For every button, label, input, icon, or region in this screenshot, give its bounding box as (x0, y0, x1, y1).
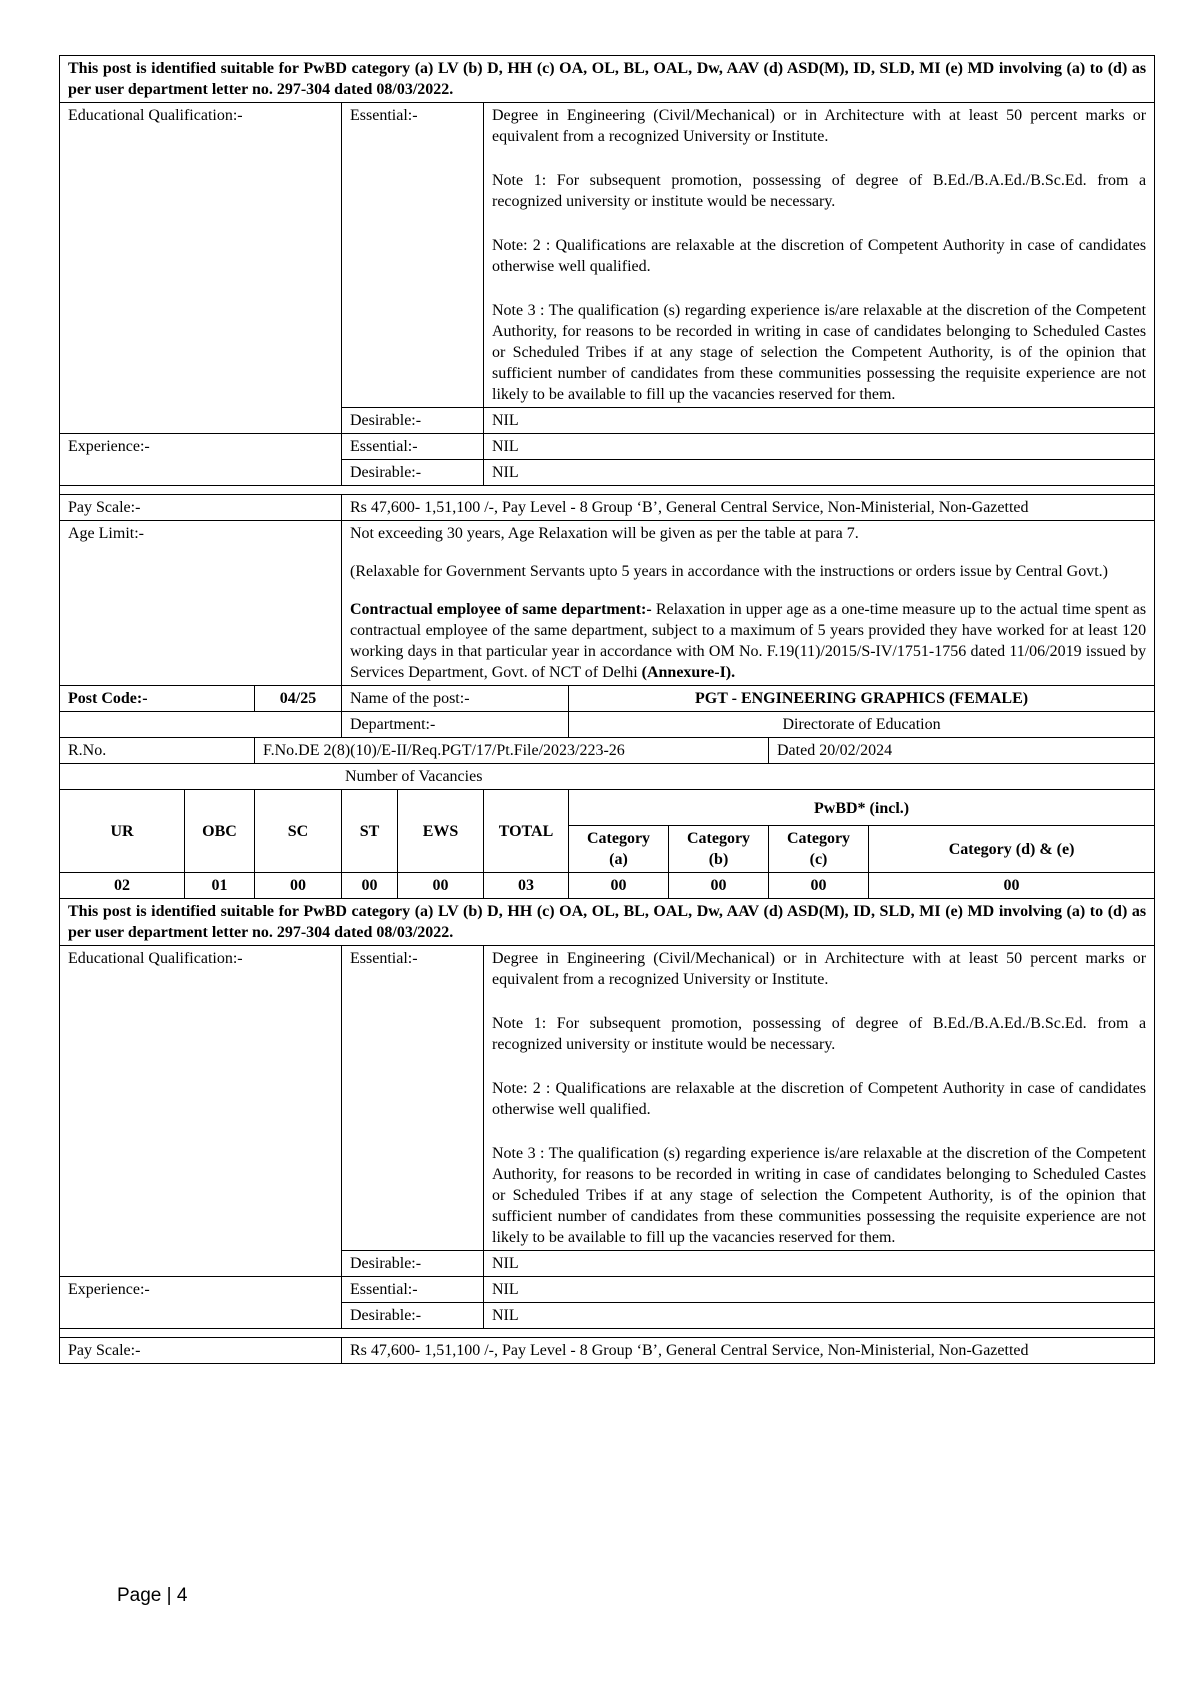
vacancies-header-row-1 (60, 790, 1155, 826)
spacer-row (60, 486, 1155, 495)
age-limit-details (342, 521, 1155, 686)
col-ews: EWS (398, 790, 484, 873)
val-cat-c: 00 (769, 873, 869, 899)
essential-label: Essential:- (342, 434, 484, 460)
val-cat-b: 00 (669, 873, 769, 899)
post-code-row (60, 686, 1155, 712)
rno-dated: Dated 20/02/2024 (769, 738, 1155, 764)
post-name-value: PGT - ENGINEERING GRAPHICS (FEMALE) (569, 686, 1155, 712)
val-st: 00 (342, 873, 398, 899)
col-sc: SC (255, 790, 342, 873)
vacancies-title-row (60, 764, 1155, 790)
qualification-note-2-2: Note: 2 : Qualifications are relaxable at the discretion of Competent Authority in case of candidates otherwise well qualified. (492, 1080, 1147, 1118)
qualification-essential-2: Degree in Engineering (Civil/Mechanical) or in Architecture with at least 50 percent marks or equivalent from a recognized University or Institute. (492, 950, 1147, 988)
age-limit-row (60, 521, 1155, 686)
essential-label: Essential:- (342, 103, 484, 408)
department-row (60, 712, 1155, 738)
qualification-note-2: Note: 2 : Qualifications are relaxable at the discretion of Competent Authority in case of candidates otherwise well qualified. (492, 237, 1147, 275)
pwbd-note-row (60, 56, 1155, 103)
val-cat-de: 00 (869, 873, 1155, 899)
val-ur: 02 (60, 873, 185, 899)
val-sc: 00 (255, 873, 342, 899)
qualification-details-2 (484, 946, 1155, 1251)
spacer-2 (60, 1329, 1155, 1338)
desirable-label-2: Desirable:- (342, 1303, 484, 1329)
col-cat-b: Category (b) (669, 826, 769, 873)
vacancies-values-row (60, 873, 1155, 899)
experience-label-2: Experience:- (60, 1277, 342, 1329)
experience-essential-value: NIL (484, 434, 1155, 460)
recruitment-table (59, 55, 1155, 1364)
pay-scale-label-2: Pay Scale:- (60, 1338, 342, 1364)
post-name-label: Name of the post:- (342, 686, 569, 712)
age-limit-line-2: (Relaxable for Government Servants upto 5 years in accordance with the instructions or orders issue by Central Govt.) (350, 563, 1109, 580)
rno-row (60, 738, 1155, 764)
contractual-heading: Contractual employee of same department:- (350, 601, 652, 618)
essential-label-2: Essential:- (342, 946, 484, 1251)
edu-qual-row (60, 103, 1155, 408)
val-ews: 00 (398, 873, 484, 899)
experience-essential-row (60, 434, 1155, 460)
pay-scale-row-2 (60, 1338, 1155, 1364)
desirable-label: Desirable:- (342, 460, 484, 486)
age-limit-line-1: Not exceeding 30 years, Age Relaxation will be given as per the table at para 7. (350, 525, 859, 542)
qualification-note-1: Note 1: For subsequent promotion, possessing of degree of B.Ed./B.A.Ed./B.Sc.Ed. from a recognized university or institute would be necessary. (492, 172, 1147, 210)
pwbd-note-row-2 (60, 899, 1155, 946)
experience-label: Experience:- (60, 434, 342, 486)
page-footer: Page | 4 (117, 1585, 188, 1606)
rno-label: R.No. (60, 738, 255, 764)
spacer-row-2 (60, 1329, 1155, 1338)
experience-desirable-value: NIL (484, 460, 1155, 486)
contractual-text: Relaxation in upper age as a one-time measure up to the actual time spent as contractual employee of the same department, subject to a maximum of 5 years provided they have worked for at least 120 working days in that particular year in accordance with OM No. F.19(11)/2015/S-IV/1751-1756 dated 11/06/2019 issued by Services Department, Govt. of NCT of Delhi (350, 601, 1147, 681)
age-limit-label: Age Limit:- (60, 521, 342, 686)
pwbd-note-2: This post is identified suitable for PwBD category (a) LV (b) D, HH (c) OA, OL, BL, OAL, Dw, AAV (d) ASD(M), ID, SLD, MI (e) MD involving (a) to (d) as per user department letter no. 297-304 dated 08/03/2022. (60, 899, 1155, 946)
qualification-note-3-2: Note 3 : The qualification (s) regarding experience is/are relaxable at the discretion of the Competent Authority, for reasons to be recorded in writing in case of candidates belonging to Scheduled Castes or Scheduled Tribes if at any stage of selection the Competent Authority, is of the opinion that sufficient number of candidates from these communities possessing the requisite experience are not likely to be available to fill up the vacancies reserved for them. (492, 1145, 1147, 1246)
pay-scale-row (60, 495, 1155, 521)
qualification-details (484, 103, 1155, 408)
col-st: ST (342, 790, 398, 873)
qualification-note-3: Note 3 : The qualification (s) regarding experience is/are relaxable at the discretion of the Competent Authority, for reasons to be recorded in writing in case of candidates belonging to Scheduled Castes or Scheduled Tribes if at any stage of selection the Competent Authority, is of the opinion that sufficient number of candidates from these communities possessing the requisite experience are not likely to be available to fill up the vacancies reserved for them. (492, 302, 1147, 403)
annexure-reference: (Annexure-I). (641, 664, 736, 681)
col-cat-de: Category (d) & (e) (869, 826, 1155, 873)
desirable-value: NIL (484, 408, 1155, 434)
col-pwbd: PwBD* (incl.) (569, 790, 1155, 826)
post-code-value: 04/25 (255, 686, 342, 712)
qualification-essential: Degree in Engineering (Civil/Mechanical) or in Architecture with at least 50 percent marks or equivalent from a recognized University or Institute. (492, 107, 1147, 145)
empty-cell (60, 712, 342, 738)
desirable-value-2: NIL (484, 1251, 1155, 1277)
age-limit-contractual (350, 599, 1146, 683)
val-total: 03 (484, 873, 569, 899)
rno-value: F.No.DE 2(8)(10)/E-II/Req.PGT/17/Pt.File/2023/223-26 (255, 738, 769, 764)
vacancies-title: Number of Vacancies (60, 764, 1155, 790)
pay-scale-value: Rs 47,600- 1,51,100 /-, Pay Level - 8 Group ‘B’, General Central Service, Non-Ministerial, Non-Gazetted (342, 495, 1155, 521)
department-value: Directorate of Education (569, 712, 1155, 738)
spacer (60, 486, 1155, 495)
post-code-label: Post Code:- (60, 686, 255, 712)
edu-qual-row-2 (60, 946, 1155, 1251)
qualification-note-1-2: Note 1: For subsequent promotion, possessing of degree of B.Ed./B.A.Ed./B.Sc.Ed. from a recognized university or institute would be necessary. (492, 1015, 1147, 1053)
essential-label-2: Essential:- (342, 1277, 484, 1303)
main-table-wrapper (59, 55, 1154, 1364)
edu-qual-label: Educational Qualification:- (60, 103, 342, 434)
col-obc: OBC (185, 790, 255, 873)
pwbd-note: This post is identified suitable for PwBD category (a) LV (b) D, HH (c) OA, OL, BL, OAL, Dw, AAV (d) ASD(M), ID, SLD, MI (e) MD involving (a) to (d) as per user department letter no. 297-304 dated 08/03/2022. (60, 56, 1155, 103)
pay-scale-label: Pay Scale:- (60, 495, 342, 521)
col-ur: UR (60, 790, 185, 873)
desirable-label: Desirable:- (342, 408, 484, 434)
experience-essential-value-2: NIL (484, 1277, 1155, 1303)
experience-essential-row-2 (60, 1277, 1155, 1303)
val-cat-a: 00 (569, 873, 669, 899)
desirable-label-2: Desirable:- (342, 1251, 484, 1277)
col-total: TOTAL (484, 790, 569, 873)
col-cat-a: Category (a) (569, 826, 669, 873)
edu-qual-label-2: Educational Qualification:- (60, 946, 342, 1277)
department-label: Department:- (342, 712, 569, 738)
pay-scale-value-2: Rs 47,600- 1,51,100 /-, Pay Level - 8 Group ‘B’, General Central Service, Non-Ministerial, Non-Gazetted (342, 1338, 1155, 1364)
col-cat-c: Category (c) (769, 826, 869, 873)
val-obc: 01 (185, 873, 255, 899)
experience-desirable-value-2: NIL (484, 1303, 1155, 1329)
